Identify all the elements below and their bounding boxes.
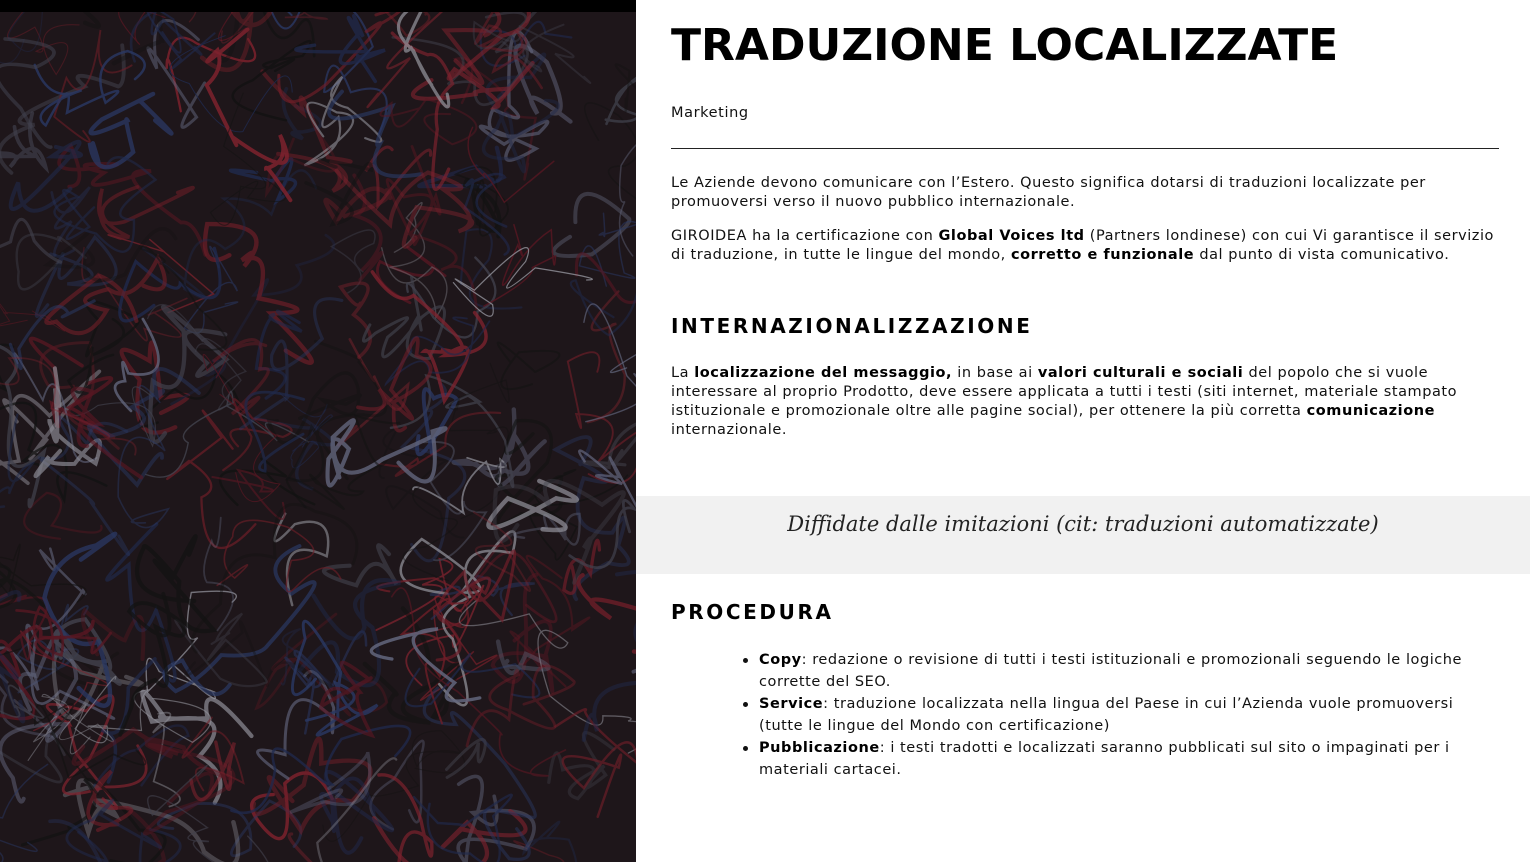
bold-text: corretto e funzionale: [1010, 247, 1195, 263]
list-item-label: Pubblicazione: [759, 740, 880, 756]
page-subtitle: Marketing: [671, 105, 749, 121]
list-item-label: Service: [759, 696, 824, 712]
text-segment: dal punto di vista comunicativo.: [1194, 247, 1450, 263]
list-item: [759, 649, 1499, 693]
text-segment: in base ai: [952, 365, 1038, 381]
divider: [671, 148, 1499, 149]
text-segment: (Partners londinese) con cui Vi garantisce il servizio di traduzione, in tutte le lingue del mondo,: [671, 228, 1494, 263]
procedura-list: [759, 649, 1499, 781]
graffiti-image: [0, 0, 636, 862]
list-item-text: : redazione o revisione di tutti i testi istituzionali e promozionali seguendo le logiche corrette del SEO.: [759, 652, 1463, 690]
text-segment: La: [671, 365, 695, 381]
quote-band: [636, 496, 1530, 574]
quote-text: Diffidate dalle imitazioni (cit: traduzioni automatizzate): [787, 512, 1379, 536]
bold-text: valori culturali e sociali: [1037, 365, 1244, 381]
intro-paragraph-2: [671, 227, 1499, 265]
list-item: [759, 737, 1499, 781]
list-item: [759, 693, 1499, 737]
page-title: TRADUZIONE LOCALIZZATE: [671, 20, 1339, 71]
bold-text: comunicazione: [1306, 403, 1435, 419]
text-segment: internazionale.: [671, 422, 788, 438]
list-item-text: : i testi tradotti e localizzati saranno pubblicati sul sito o impaginati per i materiali cartacei.: [759, 740, 1450, 778]
image-top-bar: [0, 0, 636, 12]
list-item-label: Copy: [759, 652, 802, 668]
section-heading-internazionalizzazione: INTERNAZIONALIZZAZIONE: [671, 314, 1033, 338]
intro-paragraph-1: Le Aziende devono comunicare con l’Estero. Questo significa dotarsi di traduzioni localizzate per promuoversi verso il nuovo pubblico internazionale.: [671, 175, 1426, 210]
section-heading-procedura: PROCEDURA: [671, 600, 834, 624]
graffiti-photo: [0, 12, 636, 862]
intl-paragraph: [671, 364, 1499, 440]
text-segment: GIROIDEA ha la certificazione con: [671, 228, 939, 244]
list-item-text: : traduzione localizzata nella lingua del Paese in cui l’Azienda vuole promuoversi (tutte le lingue del Mondo con certificazione): [759, 696, 1454, 734]
text-segment: del popolo che si vuole interessare al proprio Prodotto, deve essere applicata a tutti i testi (siti internet, materiale stampato istituzionale e promozionale oltre alle pagine social), per ottenere la più corretta: [671, 365, 1458, 419]
bold-text: localizzazione del messaggio,: [694, 365, 953, 381]
bold-text: Global Voices ltd: [938, 228, 1085, 244]
